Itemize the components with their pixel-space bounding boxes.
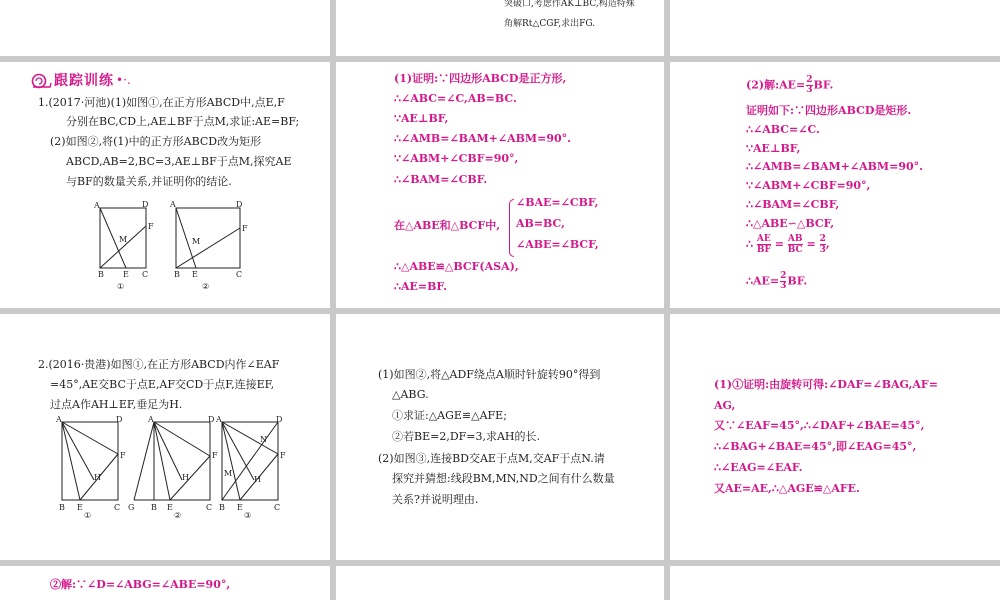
sol1a-tail-2: ∴AE=BF. <box>394 280 447 293</box>
ratio-left-den: BF <box>756 245 771 255</box>
sol1a-line-4: ∴∠AMB=∠BAM+∠ABM=90°. <box>394 132 571 145</box>
panel-bottom-right <box>670 566 1000 600</box>
fig1-label-f: F <box>148 222 154 231</box>
fig1-label-a: A <box>94 201 100 210</box>
bottom-left-line: ②解:∵∠D=∠ABG=∠ABE=90°, <box>50 578 231 591</box>
problem1-line-3: (2)如图②,将(1)中的正方形ABCD改为矩形 <box>50 135 262 148</box>
problem2-line-1: 2.(2016·贵港)如图①,在正方形ABCD内作∠EAF <box>38 358 280 371</box>
sol1b-head-frac <box>806 76 812 95</box>
problem2b-line-7: 关系?并说明理由. <box>392 493 479 506</box>
section-header <box>30 70 131 90</box>
fig1-label-b: B <box>98 270 104 279</box>
panel-solution-1b <box>670 62 1000 308</box>
fig22-label-c: C <box>206 503 213 512</box>
problem1-line-2: 分别在BC,CD上,AE⊥BF于点M,求证:AE=BF; <box>66 115 300 128</box>
fig2-label-d: D <box>236 200 243 209</box>
sol1b-final-frac <box>780 272 786 291</box>
fig23-number: ③ <box>244 511 252 520</box>
problem1-line-4: ABCD,AB=2,BC=3,AE⊥BF于点M,探究AE <box>66 155 292 168</box>
sol1b-head-tail: BF. <box>813 78 834 92</box>
panel-bottom-middle <box>336 566 664 600</box>
fig23-label-a: A <box>216 415 222 424</box>
fig23-label-e: E <box>237 503 243 512</box>
sol1a-brace-item-3: ∠ABE=∠BCF, <box>516 238 599 251</box>
ratio-mid-num: AB <box>787 234 803 244</box>
sol2-line-3: 又∵∠EAF=45°,∴∠DAF+∠BAE=45°, <box>714 419 925 432</box>
figure-2-2 <box>124 414 218 520</box>
sol1a-line-5: ∵∠ABM+∠CBF=90°, <box>394 152 519 165</box>
sol1b-final-num: 2 <box>780 271 787 281</box>
hint-line-1: 突破口,考虑作AK⊥BC,构造特殊 <box>504 0 635 9</box>
fig2-number: ② <box>202 282 210 291</box>
fig2-label-m: M <box>192 237 201 246</box>
sol1a-line-1: (1)证明:∵四边形ABCD是正方形, <box>394 72 567 85</box>
fig1-number: ① <box>117 282 125 291</box>
sol1a-tail-1: ∴△ABE≌△BCF(ASA), <box>394 260 519 273</box>
problem2b-line-6: 探究并猜想:线段BM,MN,ND之间有什么数量 <box>392 472 615 485</box>
problem2-line-3: 过点A作AH⊥EF,垂足为H. <box>50 398 183 411</box>
panel-problem-2b <box>336 314 664 560</box>
ratio-eq-2: = <box>806 237 816 251</box>
sol2-line-1: (1)①证明:由旋转可得:∠DAF=∠BAG,AF= <box>714 378 938 391</box>
fig23-label-h: H <box>254 475 261 484</box>
fig22-number: ② <box>174 511 182 520</box>
sol1b-head-text: (2)解:AE= <box>746 78 806 92</box>
sol2-line-6: 又AE=AE,∴△AGE≌△AFE. <box>714 482 860 495</box>
fig2-label-a: A <box>170 200 176 209</box>
fig21-number: ① <box>84 511 92 520</box>
panel-solution-1a <box>336 62 664 308</box>
ratio-mid <box>788 234 803 255</box>
fig22-label-h: H <box>182 473 189 482</box>
figure-2-rectangle <box>168 198 250 290</box>
sol1b-head <box>746 76 833 95</box>
fig23-label-d: D <box>276 415 283 424</box>
panel-top-right <box>670 0 1000 56</box>
fig22-label-a: A <box>148 415 154 424</box>
fig21-label-b: B <box>59 503 65 512</box>
snail-icon <box>30 71 52 89</box>
sol1b-final <box>746 272 807 291</box>
panel-top-left <box>0 0 330 56</box>
sol1a-brace <box>509 199 514 257</box>
fig21-label-c: C <box>114 503 121 512</box>
fig23-label-f: F <box>280 451 286 460</box>
problem2-line-2: =45°,AE交BC于点E,AF交CD于点F,连接EF, <box>50 378 275 391</box>
fig23-label-n: N <box>260 435 267 444</box>
ratio-left-num: AE <box>756 234 771 244</box>
fig21-label-f: F <box>120 451 126 460</box>
ratio-right-den: 3 <box>819 245 826 255</box>
ratio-right-num: 2 <box>819 234 826 244</box>
ratio-left <box>757 234 771 255</box>
fig2-label-f: F <box>242 224 248 233</box>
fig23-label-c: C <box>274 503 281 512</box>
sol2-line-2: AG, <box>714 399 736 412</box>
panel-solution-2 <box>670 314 1000 560</box>
fig22-label-g: G <box>128 503 135 512</box>
fig22-label-d: D <box>208 415 215 424</box>
sol1b-line-3: ∵AE⊥BF, <box>746 142 801 155</box>
fig21-label-e: E <box>77 503 83 512</box>
sol2-line-4: ∴∠BAG+∠BAE=45°,即∠EAG=45°, <box>714 440 917 453</box>
sol1b-line-7: ∴△ABE∽△BCF, <box>746 217 835 230</box>
sol1a-brace-lead: 在△ABE和△BCF中, <box>394 219 501 232</box>
sol1b-head-frac-den: 3 <box>806 85 813 95</box>
panel-bottom-left <box>0 566 330 600</box>
problem2b-line-2: △ABG. <box>392 388 429 401</box>
panel-problem-2 <box>0 314 330 560</box>
panel-top-middle <box>336 0 664 56</box>
fig1-label-c: C <box>142 270 149 279</box>
sol1b-line-5: ∵∠ABM+∠CBF=90°, <box>746 179 871 192</box>
panel-problem-1 <box>0 62 330 308</box>
problem1-line-5: 与BF的数量关系,并证明你的结论. <box>66 175 232 188</box>
sol1b-line-6: ∴∠BAM=∠CBF, <box>746 198 840 211</box>
sol1a-line-2: ∴∠ABC=∠C,AB=BC. <box>394 92 517 105</box>
sol1b-line-4: ∴∠AMB=∠BAM+∠ABM=90°. <box>746 160 923 173</box>
fig22-label-e: E <box>167 503 173 512</box>
figure-1-square <box>92 198 158 290</box>
fig22-label-f: F <box>212 451 218 460</box>
sol1b-final-den: 3 <box>780 281 787 291</box>
sol1b-head-frac-num: 2 <box>806 75 813 85</box>
fig2-label-c: C <box>236 270 243 279</box>
sol1b-ratio <box>746 234 830 255</box>
ratio-end: , <box>825 237 830 251</box>
sol1a-brace-item-1: ∠BAE=∠CBF, <box>516 196 599 209</box>
figure-2-1 <box>56 414 128 518</box>
hint-line-2: 角解Rt△CGF,求出FG. <box>504 19 596 29</box>
ratio-lead: ∴ <box>746 237 753 251</box>
dots-decoration: •·. <box>116 73 131 87</box>
fig23-label-m: M <box>224 469 233 478</box>
sol1b-final-tail: BF. <box>787 274 808 288</box>
problem2b-line-4: ②若BE=2,DF=3,求AH的长. <box>392 430 541 443</box>
sol1b-final-lead: ∴AE= <box>746 274 780 288</box>
section-title: 跟踪训练 <box>54 73 114 89</box>
problem2b-line-5: (2)如图③,连接BD交AE于点M,交AF于点N.请 <box>378 452 605 465</box>
fig22-label-b: B <box>151 503 157 512</box>
fig1-label-m: M <box>119 235 128 244</box>
fig2-label-b: B <box>174 270 180 279</box>
fig21-label-d: D <box>116 415 123 424</box>
figure-2-3 <box>216 414 288 518</box>
ratio-eq-1: = <box>774 237 784 251</box>
fig21-label-a: A <box>56 415 62 424</box>
ratio-mid-den: BC <box>787 245 803 255</box>
fig21-label-h: H <box>94 473 101 482</box>
sol2-line-5: ∴∠EAG=∠EAF. <box>714 461 803 474</box>
sol1b-line-1: 证明如下:∵四边形ABCD是矩形. <box>746 104 912 117</box>
problem2b-line-3: ①求证:△AGE≌△AFE; <box>392 409 507 422</box>
sol1a-line-3: ∵AE⊥BF, <box>394 112 449 125</box>
sol1b-line-2: ∴∠ABC=∠C. <box>746 123 820 136</box>
fig1-label-d: D <box>142 200 149 209</box>
problem1-line-1: 1.(2017·河池)(1)如图①,在正方形ABCD中,点E,F <box>38 96 285 109</box>
fig2-label-e: E <box>192 270 198 279</box>
fig1-label-e: E <box>123 270 129 279</box>
sol1a-line-6: ∴∠BAM=∠CBF. <box>394 173 488 186</box>
sol1a-brace-item-2: AB=BC, <box>516 217 565 230</box>
problem2b-line-1: (1)如图②,将△ADF绕点A顺时针旋转90°得到 <box>378 368 601 381</box>
fig23-label-b: B <box>219 503 225 512</box>
